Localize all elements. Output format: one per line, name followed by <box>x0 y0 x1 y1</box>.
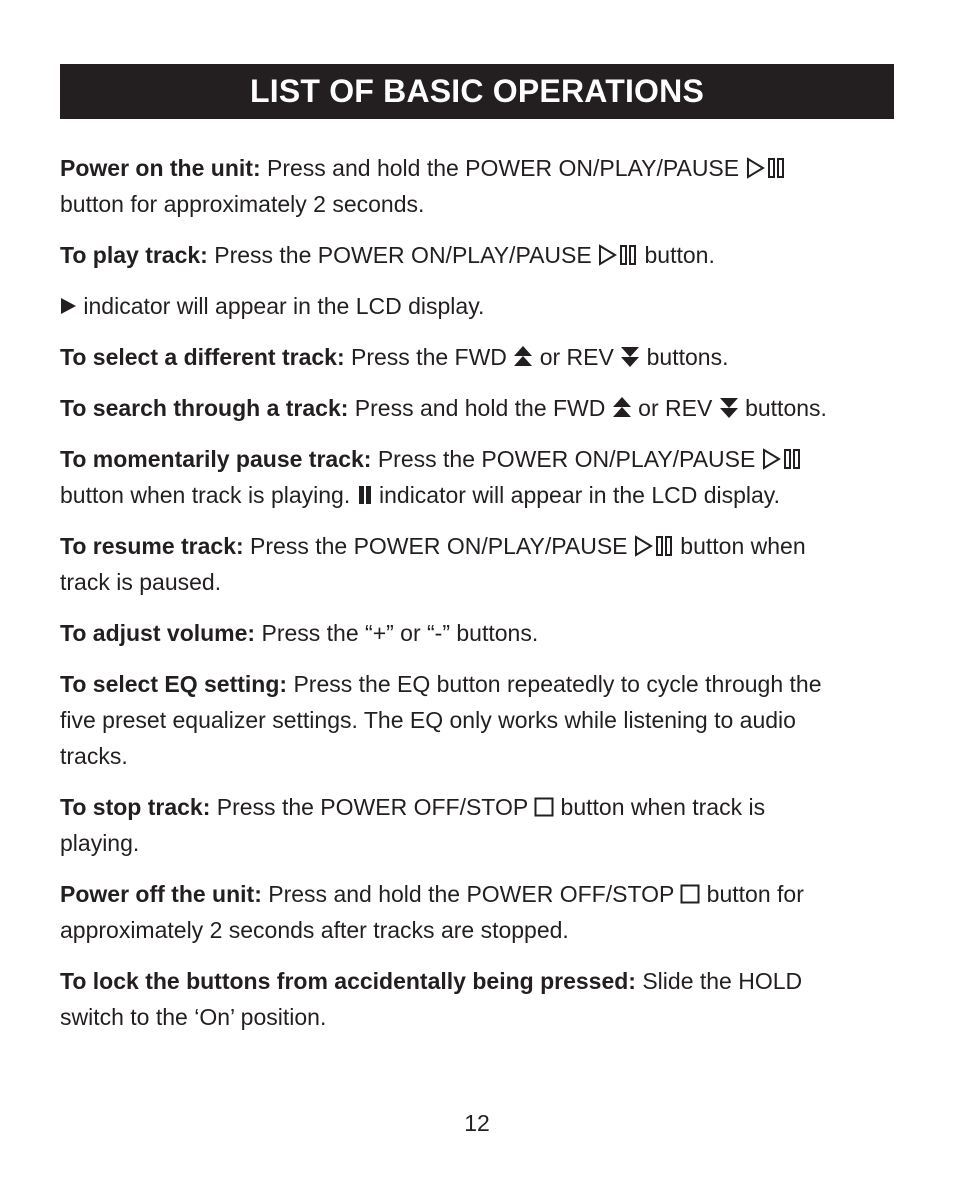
op-label: To stop track: <box>60 794 211 820</box>
fwd-up-icon <box>513 345 533 369</box>
op-label: Power off the unit: <box>60 881 262 907</box>
stop-square-icon <box>680 884 700 904</box>
op-label: To momentarily pause track: <box>60 446 372 472</box>
op-play-indicator: indicator will appear in the LCD display. <box>60 288 900 324</box>
rev-down-icon <box>620 345 640 369</box>
op-stop-track: To stop track: Press the POWER OFF/STOP button when track is playing. <box>60 794 766 856</box>
play-indicator-icon <box>60 297 77 315</box>
section-header-bar <box>60 64 894 119</box>
op-adjust-volume: To adjust volume: Press the “+” or “-” buttons. <box>60 620 539 646</box>
op-search-track: To search through a track: Press and hold the FWD or REV buttons. <box>60 395 827 421</box>
operations-list <box>60 150 900 1050</box>
op-label: To resume track: <box>60 533 244 559</box>
page-number: 12 <box>464 1110 490 1136</box>
rev-down-icon <box>719 396 739 420</box>
stop-square-icon <box>534 797 554 817</box>
play-pause-icon <box>746 157 786 179</box>
play-pause-icon <box>598 244 638 266</box>
op-power-off: Power off the unit: Press and hold the POWER OFF/STOP button for approximately 2 seconds after tracks are stopped. <box>60 881 804 943</box>
page-title: LIST OF BASIC OPERATIONS <box>249 73 704 109</box>
op-label: To search through a track: <box>60 395 349 421</box>
op-label: To select a different track: <box>60 344 345 370</box>
op-label: Power on the unit: <box>60 155 261 181</box>
play-pause-icon <box>634 535 674 557</box>
op-select-eq: To select EQ setting: Press the EQ button repeatedly to cycle through the five preset equalizer settings. The EQ only works while listening to audio tracks. <box>60 671 822 769</box>
op-label: To play track: <box>60 242 208 268</box>
op-select-track: To select a different track: Press the FWD or REV buttons. <box>60 344 729 370</box>
op-label: To lock the buttons from accidentally being pressed: <box>60 968 636 994</box>
op-power-on: Power on the unit: Press and hold the POWER ON/PLAY/PAUSE button for approximately 2 seconds. <box>60 150 900 222</box>
play-pause-icon <box>762 448 802 470</box>
op-resume-track: To resume track: Press the POWER ON/PLAY/PAUSE button when track is paused. <box>60 533 806 595</box>
op-play-track: To play track: Press the POWER ON/PLAY/PAUSE button. <box>60 242 715 268</box>
op-label: To adjust volume: <box>60 620 256 646</box>
op-pause-track: To momentarily pause track: Press the POWER ON/PLAY/PAUSE button when track is playing. indicator will appear in the LCD display. <box>60 441 900 513</box>
pause-indicator-icon <box>357 485 373 505</box>
op-label: To select EQ setting: <box>60 671 288 697</box>
fwd-up-icon <box>612 396 632 420</box>
op-lock-buttons: To lock the buttons from accidentally being pressed: Slide the HOLD switch to the ‘On’ position. <box>60 968 803 1030</box>
